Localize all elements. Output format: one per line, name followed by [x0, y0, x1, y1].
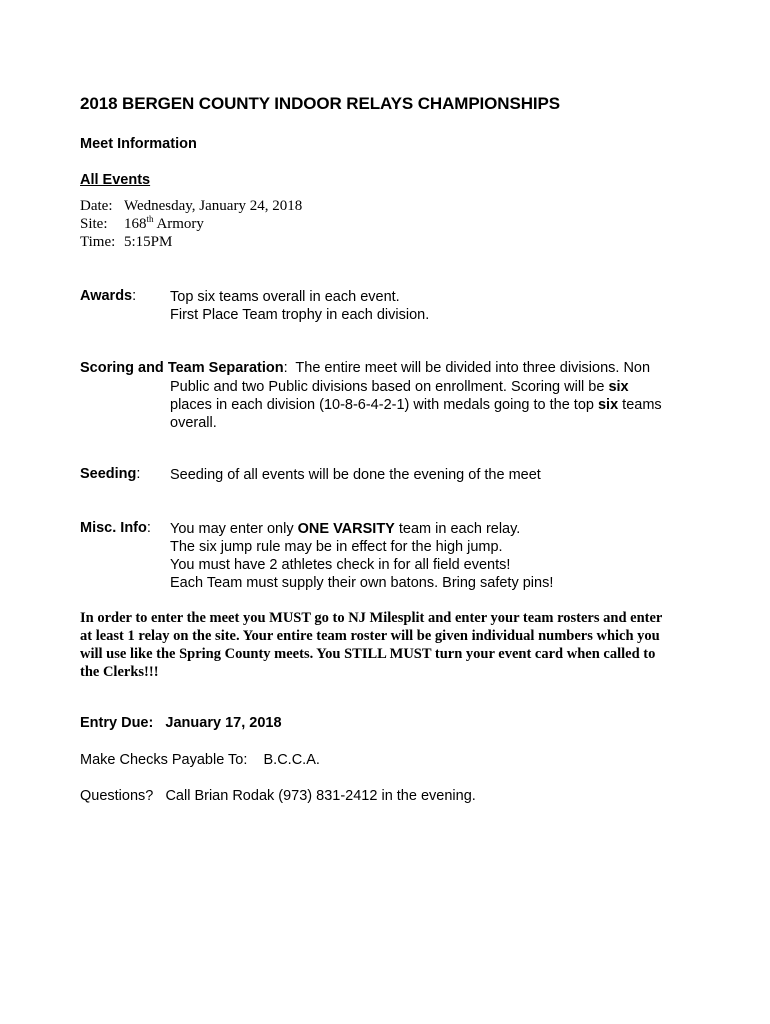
- site-value-name: Armory: [153, 216, 204, 232]
- notice-line-1: In order to enter the meet you MUST go to NJ Milesplit and enter your team rosters and enter: [80, 610, 663, 626]
- site-label: Site:: [80, 216, 108, 232]
- seeding-label-wrap: [80, 466, 140, 482]
- notice-line-2: at least 1 relay on the site. Your entire team roster will be given individual numbers which you: [80, 628, 660, 644]
- checks-label: Make Checks Payable To:: [80, 752, 248, 768]
- misc-line-2: The six jump rule may be in effect for the high jump.: [170, 539, 503, 555]
- scoring-line-2-text: Public and two Public divisions based on enrollment. Scoring will be: [170, 379, 609, 395]
- site-row: [80, 216, 204, 233]
- misc-label-wrap: [80, 520, 151, 536]
- time-value: 5:15PM: [124, 234, 173, 250]
- scoring-line-1: The entire meet will be divided into three divisions. Non: [295, 360, 651, 376]
- misc-line-1: [170, 520, 553, 538]
- notice-line-4: the Clerks!!!: [80, 664, 159, 680]
- notice-line-3: will use like the Spring County meets. You STILL MUST turn your event card when called to: [80, 646, 656, 662]
- misc-colon: :: [146, 520, 151, 536]
- awards-label: Awards: [80, 288, 133, 304]
- entry-due-label: Entry Due:: [80, 715, 154, 731]
- time-label: Time:: [80, 234, 116, 250]
- questions-value: Call Brian Rodak (973) 831-2412 in the evening.: [165, 788, 476, 804]
- checks-value: B.C.C.A.: [263, 752, 320, 768]
- seeding-label: Seeding: [80, 466, 137, 482]
- date-value: Wednesday, January 24, 2018: [124, 198, 303, 214]
- page-title: 2018 BERGEN COUNTY INDOOR RELAYS CHAMPIONSHIPS: [80, 94, 561, 113]
- awards-colon: :: [132, 288, 137, 304]
- awards-line-1: Top six teams overall in each event.: [170, 289, 400, 305]
- site-value-number: 168: [124, 216, 147, 232]
- scoring-line-2: [170, 378, 662, 396]
- misc-line-1-text: You may enter only: [170, 521, 298, 537]
- awards-line-2: First Place Team trophy in each division.: [170, 307, 430, 323]
- meet-information-heading: Meet Information: [80, 136, 197, 152]
- seeding-line: Seeding of all events will be done the evening of the meet: [170, 467, 541, 483]
- date-label: Date:: [80, 198, 113, 214]
- seeding-text: [170, 466, 541, 484]
- misc-label: Misc. Info: [80, 520, 147, 536]
- scoring-line-4: overall.: [170, 415, 217, 431]
- misc-one-varsity-bold: ONE VARSITY: [297, 521, 395, 537]
- site-value-ordinal: th: [146, 214, 154, 224]
- entry-due-row: [80, 715, 282, 731]
- scoring-line-3: [170, 396, 662, 414]
- misc-line-3: You must have 2 athletes check in for all field events!: [170, 557, 511, 573]
- entry-due-value: January 17, 2018: [165, 715, 282, 731]
- awards-text: [170, 288, 429, 324]
- misc-text: [170, 520, 553, 592]
- scoring-first-line: [80, 360, 650, 376]
- date-row: [80, 198, 302, 215]
- scoring-line-3-text: places in each division (10-8-6-4-2-1) with medals going to the top: [170, 397, 598, 413]
- scoring-label: Scoring and Team Separation: [80, 360, 284, 376]
- questions-label: Questions?: [80, 788, 154, 804]
- seeding-colon: :: [136, 466, 141, 482]
- scoring-text: [170, 378, 662, 432]
- scoring-six-bold-1: six: [608, 379, 629, 395]
- scoring-line-3-end: teams: [618, 397, 662, 413]
- misc-line-1-end: team in each relay.: [394, 521, 521, 537]
- scoring-six-bold-2: six: [597, 397, 619, 413]
- roster-notice: [80, 609, 700, 681]
- all-events-heading: All Events: [80, 172, 151, 188]
- scoring-colon: :: [283, 360, 288, 376]
- misc-line-4: Each Team must supply their own batons. Bring safety pins!: [170, 575, 554, 591]
- checks-row: [80, 752, 320, 768]
- awards-label-wrap: [80, 288, 136, 304]
- time-row: [80, 234, 172, 251]
- questions-row: [80, 788, 476, 804]
